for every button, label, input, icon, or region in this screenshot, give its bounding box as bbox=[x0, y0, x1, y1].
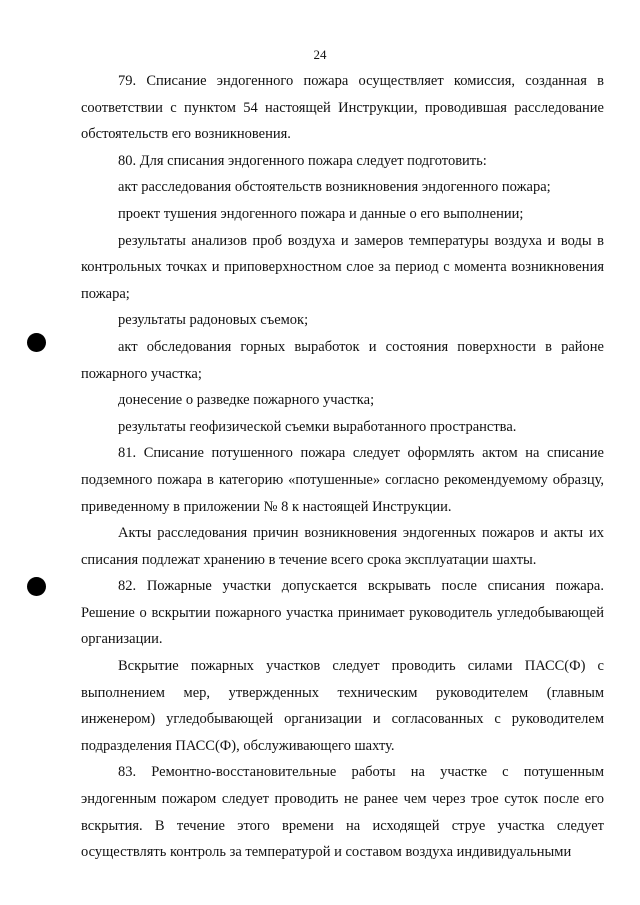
list-item: результаты геофизической съемки выработанного пространства. bbox=[118, 418, 517, 435]
paragraph: Акты расследования причин возникновения эндогенных пожаров и акты их списания подлежат хранению в течение всего срока эксплуатации шахты. bbox=[81, 525, 604, 568]
list-item: донесение о разведке пожарного участка; bbox=[118, 392, 375, 409]
list-item: результаты радоновых съемок; bbox=[118, 312, 309, 329]
list-item: результаты анализов проб воздуха и замеров температуры воздуха и воды в контрольных точках и приповерхностном слое за период с момента возникновения пожара; bbox=[81, 232, 604, 302]
paragraph: Вскрытие пожарных участков следует проводить силами ПАСС(Ф) с выполнением мер, утвержденных техническим руководителем (главным инженером) угледобывающей организации и согласованных с руководителем подразделения ПАСС(Ф), обслуживающего шахту. bbox=[81, 658, 604, 754]
paragraph-81: 81. Списание потушенного пожара следует оформлять актом на списание подземного пожара в категорию «потушенные» согласно рекомендуемому образцу, приведенному в приложении № 8 к настоящей Инструкции. bbox=[81, 445, 604, 515]
paragraph-82: 82. Пожарные участки допускается вскрывать после списания пожара. Решение о вскрытии пожарного участка принимает руководитель угледобывающей организации. bbox=[81, 578, 604, 648]
punch-hole-bottom bbox=[27, 577, 46, 596]
document-body bbox=[81, 68, 604, 866]
page-number: 24 bbox=[313, 47, 327, 62]
list-item: акт обследования горных выработок и состояния поверхности в районе пожарного участка; bbox=[81, 338, 604, 382]
list-item: акт расследования обстоятельств возникновения эндогенного пожара; bbox=[118, 179, 551, 196]
paragraph-79: 79. Списание эндогенного пожара осуществляет комиссия, созданная в соответствии с пунктом 54 настоящей Инструкции, проводившая расследование обстоятельств его возникновения. bbox=[81, 73, 604, 143]
paragraph-80: 80. Для списания эндогенного пожара следует подготовить: bbox=[118, 152, 487, 169]
punch-hole-top bbox=[27, 333, 46, 352]
list-item: проект тушения эндогенного пожара и данные о его выполнении; bbox=[118, 205, 524, 222]
paragraph-83: 83. Ремонтно-восстановительные работы на участке с потушенным эндогенным пожаром следует проводить не ранее чем через трое суток после его вскрытия. В течение этого времени на исходящей струе участка следует осуществлять контроль за температурой и составом воздуха индивидуальными bbox=[81, 764, 604, 861]
